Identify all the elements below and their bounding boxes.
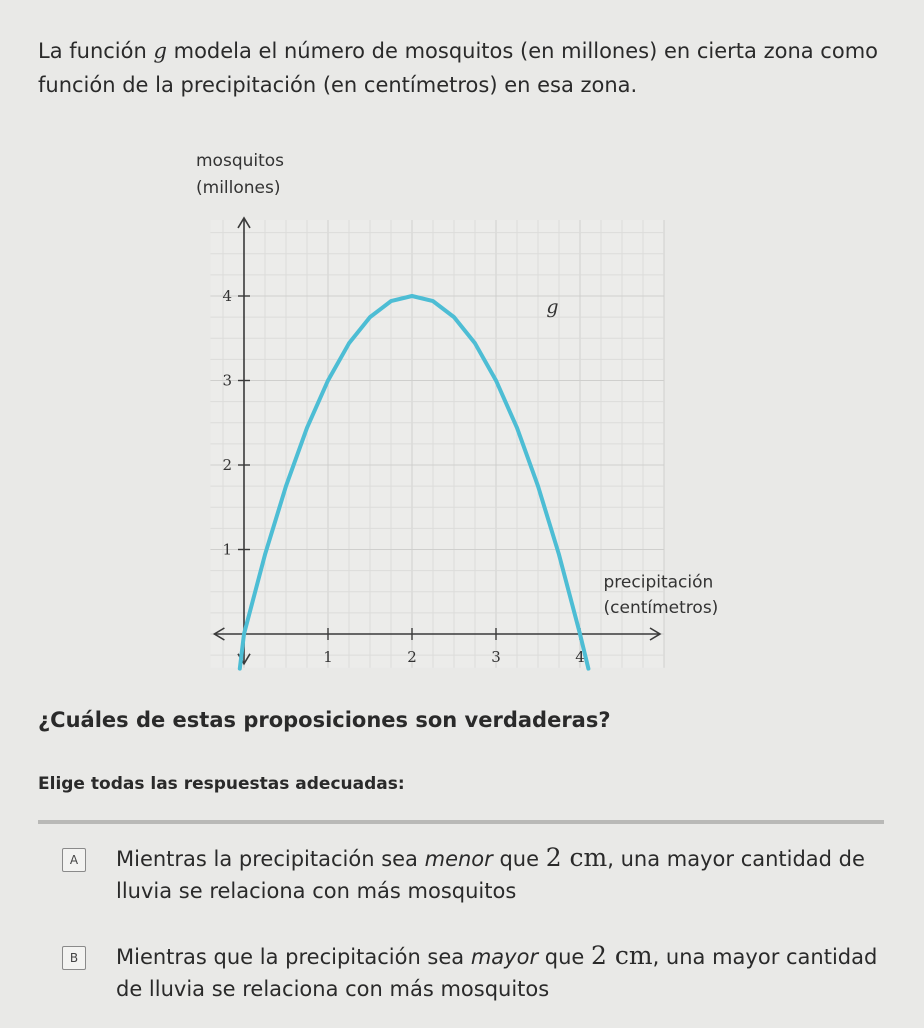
- y-axis-label-line2: (millones): [196, 178, 281, 198]
- instruction-text: Elige todas las respuestas adecuadas:: [38, 774, 405, 794]
- option-b-checkbox[interactable]: B: [62, 946, 86, 970]
- function-name: g: [153, 39, 167, 63]
- intro-text-end: modela el número de mosquitos (en millones) en cierta zona como función de la precipitación (en centímetros) en esa zona.: [38, 39, 878, 97]
- option-a[interactable]: [62, 842, 892, 907]
- x-tick-label: 3: [491, 648, 501, 666]
- option-a-checkbox[interactable]: A: [62, 848, 86, 872]
- x-axis-label-line2: (centímetros): [603, 597, 719, 618]
- intro-text-start: La función: [38, 39, 154, 63]
- question-text: ¿Cuáles de estas proposiciones son verdaderas?: [38, 708, 611, 732]
- option-b-text: Mientras que la precipitación sea mayor que 2 cm, una mayor cantidad de lluvia se relaciona con más mosquitos: [116, 941, 878, 1001]
- option-b[interactable]: [62, 940, 892, 1005]
- option-a-text: Mientras la precipitación sea menor que 2 cm, una mayor cantidad de lluvia se relaciona con más mosquitos: [116, 843, 865, 903]
- y-axis-label-line1: mosquitos: [196, 151, 285, 171]
- graph-canvas: [150, 140, 770, 700]
- problem-statement: [38, 34, 898, 102]
- divider: [38, 820, 884, 824]
- curve-label: g: [546, 295, 559, 318]
- y-tick-label: 3: [222, 371, 232, 390]
- mosquito-graph: [150, 140, 770, 700]
- x-tick-label: 4: [575, 648, 585, 666]
- y-tick-label: 2: [222, 456, 232, 474]
- y-tick-label: 4: [222, 287, 232, 305]
- x-tick-label: 1: [323, 648, 333, 666]
- y-tick-label: 1: [222, 540, 232, 559]
- x-axis-label-line1: precipitación: [603, 572, 714, 593]
- x-tick-label: 2: [407, 648, 417, 666]
